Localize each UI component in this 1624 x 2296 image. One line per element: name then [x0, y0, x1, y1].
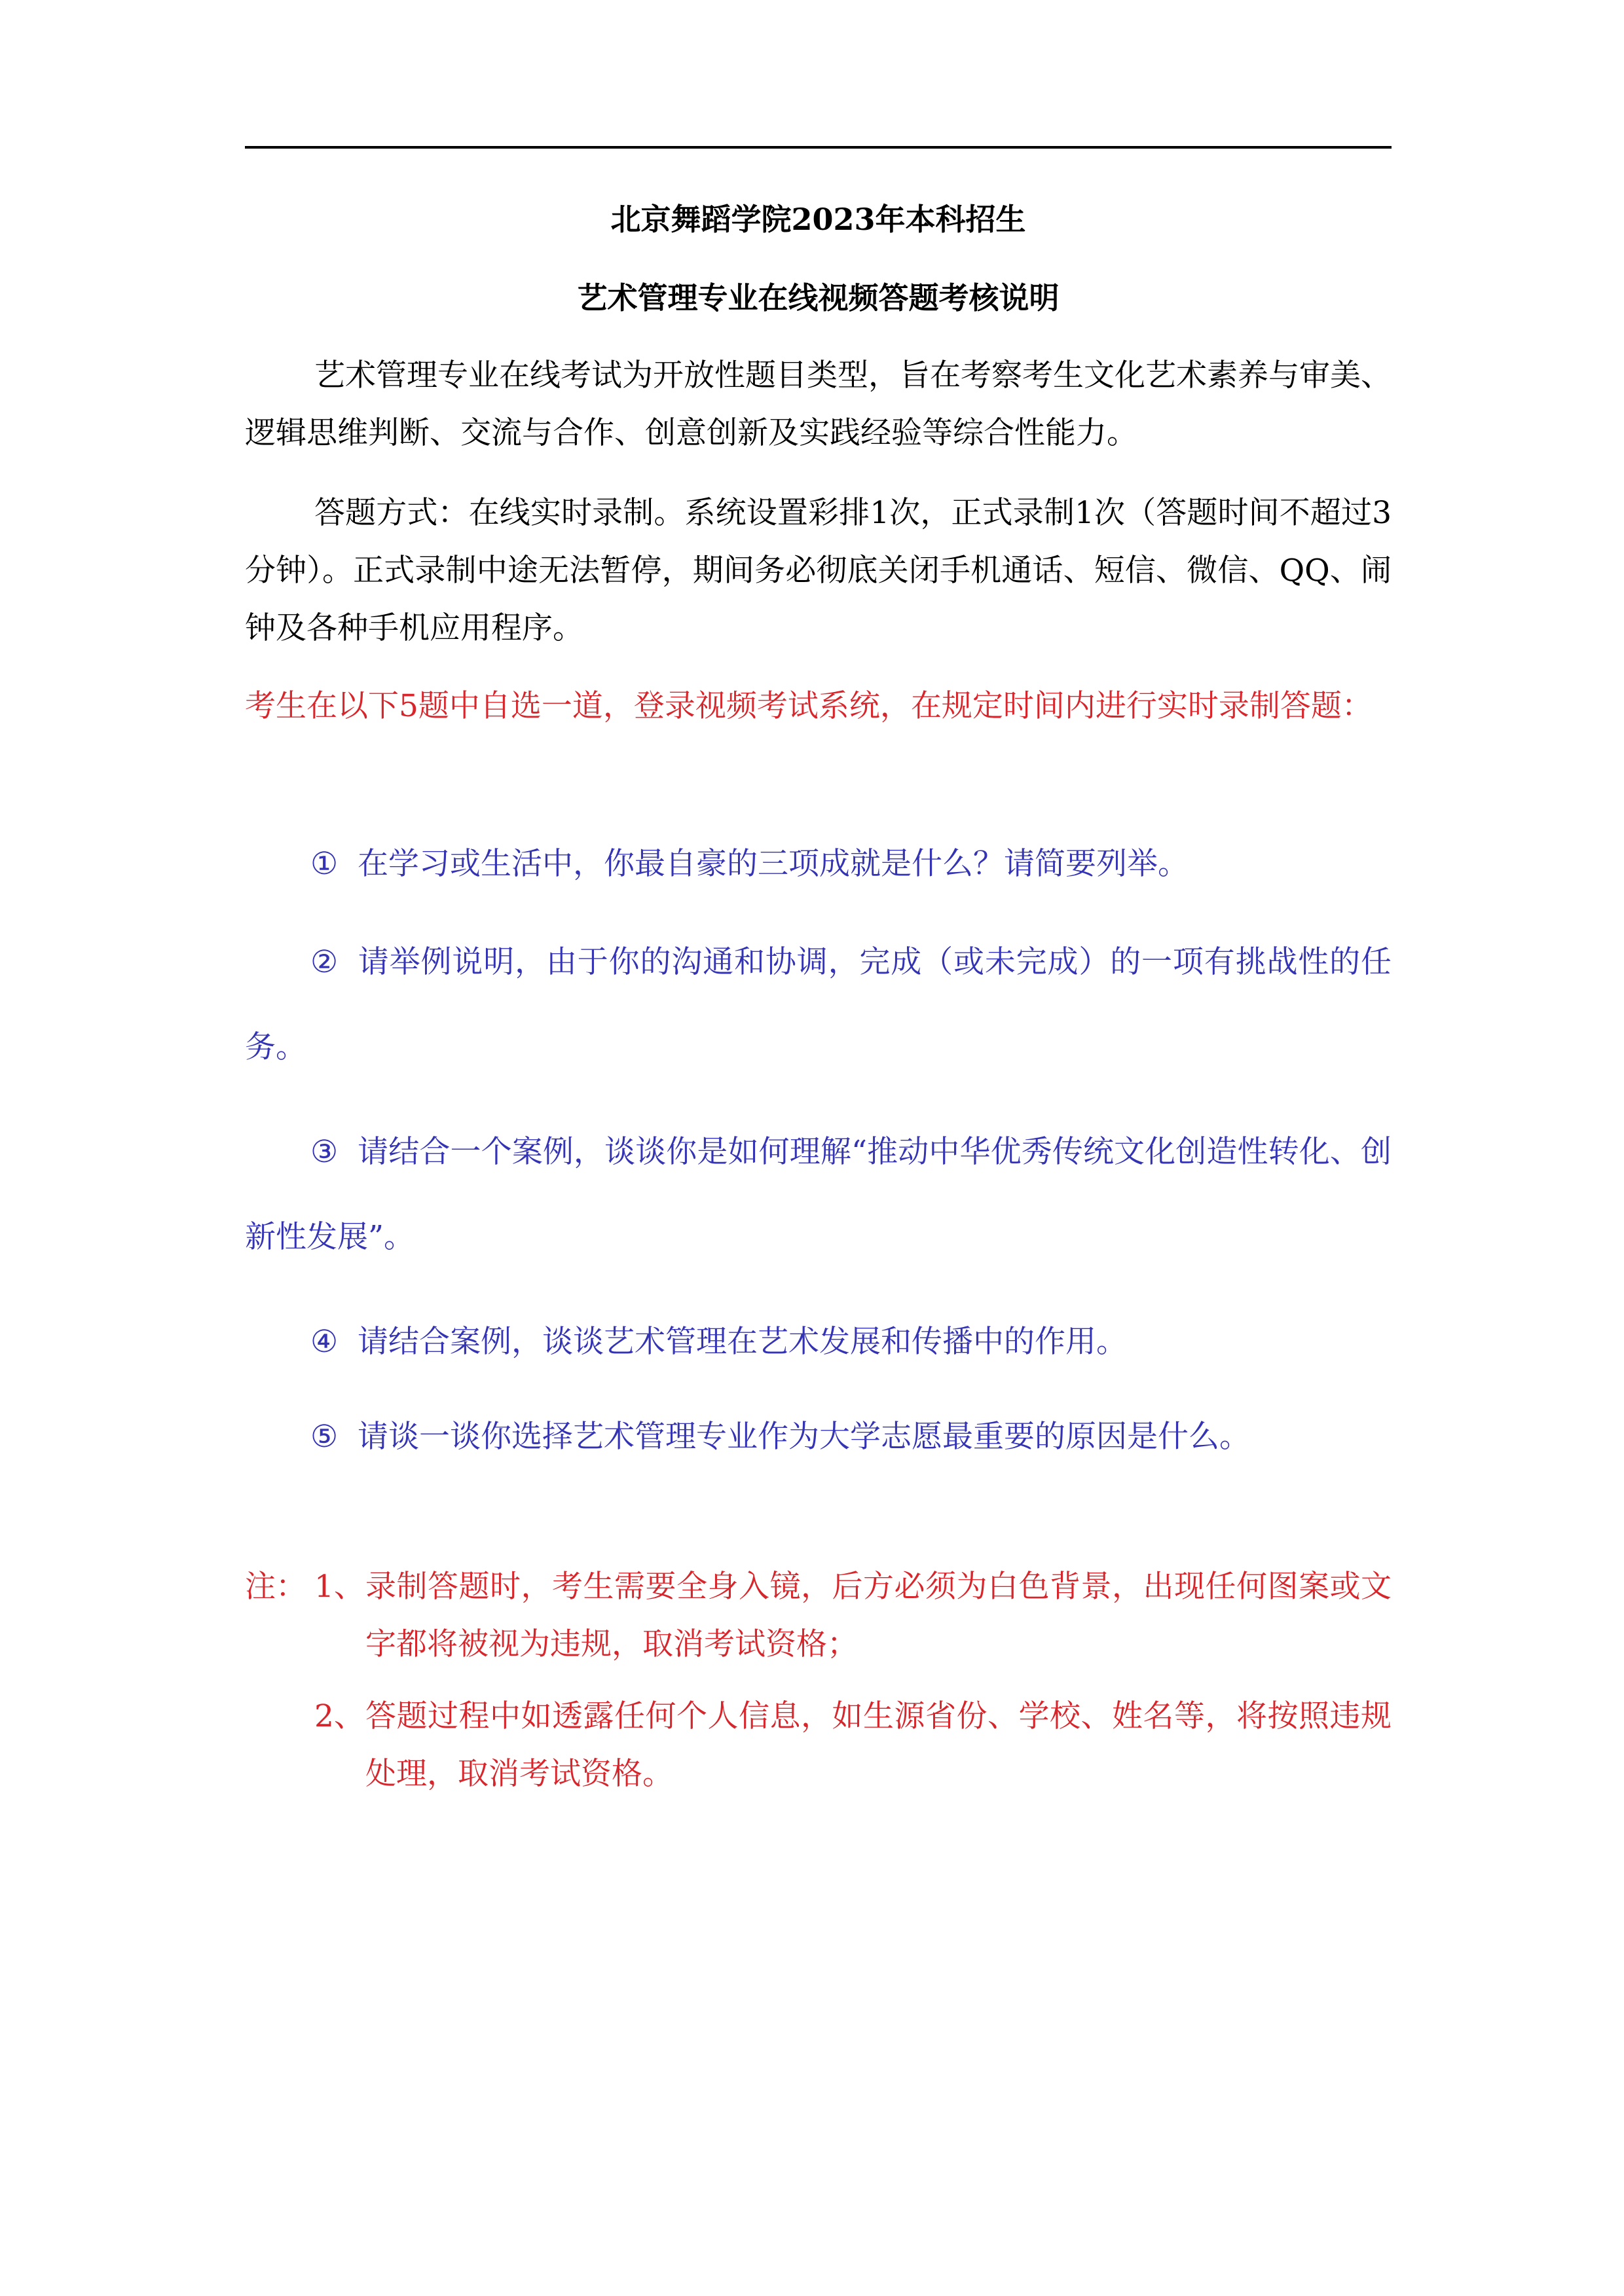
question-text: 请结合一个案例，谈谈你是如何理解“推动中华优秀传统文化创造性转化、创新性发展”。 — [245, 1134, 1392, 1255]
intro-paragraph: 艺术管理专业在线考试为开放性题目类型，旨在考察考生文化艺术素养与审美、逻辑思维判断、交流与合作、创意创新及实践经验等综合性能力。 — [245, 357, 1392, 451]
question-text: 在学习或生活中，你最自豪的三项成就是什么？请简要列举。 — [358, 846, 1189, 882]
question-number: ① — [310, 846, 339, 882]
question-number: ③ — [310, 1134, 339, 1170]
question-item — [245, 1394, 1392, 1480]
note-item — [245, 1558, 1392, 1673]
question-text: 请谈一谈你选择艺术管理专业作为大学志愿最重要的原因是什么。 — [358, 1419, 1250, 1455]
question-item — [245, 920, 1392, 1090]
question-number: ④ — [310, 1324, 339, 1360]
document-subtitle: 艺术管理专业在线视频答题考核说明 — [577, 280, 1060, 316]
header-rule — [245, 146, 1392, 149]
question-number: ② — [310, 944, 339, 980]
document-title: 北京舞蹈学院2023年本科招生 — [610, 202, 1026, 237]
note-text: 录制答题时，考生需要全身入镜，后方必须为白色背景，出现任何图案或文字都将被视为违规，取消考试资格； — [365, 1569, 1392, 1662]
question-text: 请结合案例，谈谈艺术管理在艺术发展和传播中的作用。 — [358, 1324, 1127, 1360]
notes-prefix-spacer — [245, 1688, 314, 1803]
question-item — [245, 1300, 1392, 1385]
notes-prefix: 注： — [245, 1569, 306, 1605]
question-item — [245, 822, 1392, 907]
note-number: 2、 — [314, 1698, 365, 1734]
question-text: 请举例说明，由于你的沟通和协调，完成（或未完成）的一项有挑战性的任务。 — [245, 944, 1392, 1065]
note-item — [245, 1688, 1392, 1803]
question-item — [245, 1110, 1392, 1280]
answer-method-paragraph: 答题方式：在线实时录制。系统设置彩排1次，正式录制1次（答题时间不超过3分钟）。正式录制中途无法暂停，期间务必彻底关闭手机通话、短信、微信、QQ、闹钟及各种手机应用程序。 — [245, 495, 1392, 646]
question-number: ⑤ — [310, 1419, 339, 1455]
note-text: 答题过程中如透露任何个人信息，如生源省份、学校、姓名等，将按照违规处理，取消考试资格。 — [365, 1698, 1392, 1792]
note-number: 1、 — [314, 1569, 365, 1605]
instruction-paragraph: 考生在以下5题中自选一道，登录视频考试系统，在规定时间内进行实时录制答题： — [245, 688, 1373, 724]
notes-section — [245, 1558, 1392, 1817]
